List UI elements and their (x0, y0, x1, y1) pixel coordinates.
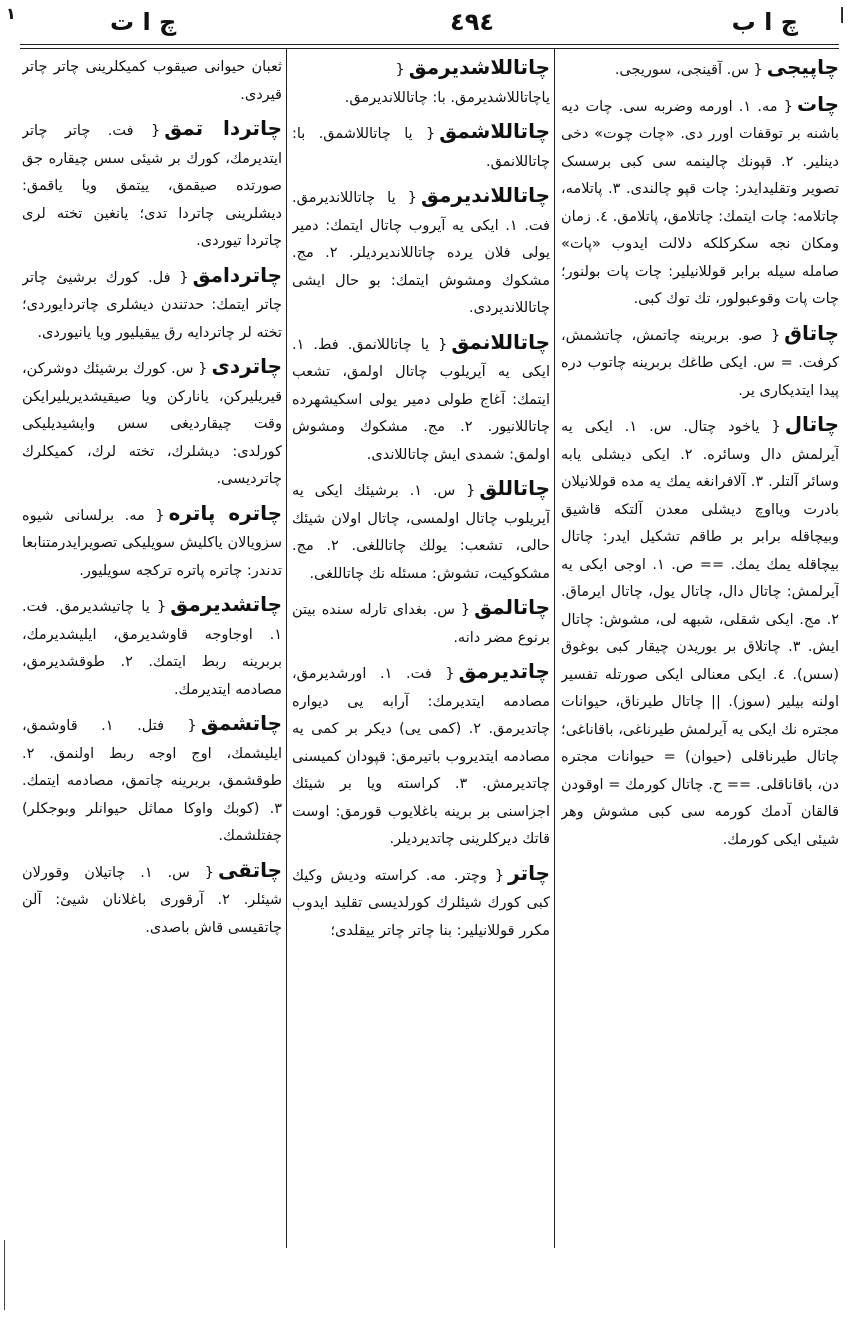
dictionary-column-right (561, 54, 839, 1254)
column-divider (554, 48, 555, 1248)
dictionary-entry (292, 658, 550, 854)
dictionary-entry (561, 54, 839, 85)
entry-headword: چاتره پاتره (168, 500, 282, 525)
dictionary-entry (561, 320, 839, 406)
dictionary-column-left (22, 54, 282, 1254)
dictionary-column-middle (292, 54, 550, 1254)
entry-headword: چاتاللاندیرمق (420, 183, 550, 207)
entry-definition: { مه. ۱. اورمه وضربه سی. چات دیه باشنه بر توقفات اورر دی. «چات چوت» دخی دینلیر. ۲. قپونك چالینمه سی کبی برسسک تصویر وتقلیدایدر: چات قپو چالندی. ۳. پاتلامه، چاتلامه: چات ایتمك: چاتلامق، پاتلامق. ٤. زمان ومكان نجه سکرکلکه دلالت ایدوب «پات» صامله سیله برابر قوللانیلیر: چات پات بولنور؛ چات پات وقوعبولور، تك توك کبی. (561, 98, 839, 307)
entry-definition: { س. بغدای تارله سنده بیتن برنوع مضر دانه. (292, 602, 550, 646)
entry-definition: { یا چاتاللاشمق. با: چاتاللانمق. (292, 126, 550, 170)
header-guide-word-left: چ ا ت (110, 8, 177, 36)
dictionary-entry (292, 118, 550, 176)
entry-headword: چاتشدیرمق (170, 592, 282, 616)
entry-definition: { مه. برلسانی شیوه سزویالان یاکلیش سویلیکی تصویرایدرمتنابعا تدندر: چاتره پاتره ترکجه سویلیور. (22, 507, 282, 579)
entry-definition: { س. کورك برشیئك دوشرکن، قیریلیرکن، یانارکن ویا صیقیشدیریلیرایکن وقت چیقاردیغی سس وایشیدیلیکی کورلدی: دیشلرك، تخته لرك، کمیکلرك چاتردیسی. (22, 361, 282, 487)
entry-definition: { وچتر. مه. کراسته ودیش وکیك کبی کورك شیئلرك کورلدیسی تقلید ایدوب مکرر قوللانیلیر: بنا چاتر چاتر ییقلدی؛ (292, 867, 550, 939)
entry-headword: چاتالمق (474, 595, 550, 619)
entry-definition: { فل. کورك برشیئ چاتر چاتر ایتمك: حدتندن دیشلری چاتردایوردی؛ تخته لر چاتردایه رق ییقیلیور ویا یانیوردی. (22, 269, 282, 341)
entry-definition: { فتل. ۱. قاوشمق، ایلیشمك، اوج اوجه ربط اولنمق. ۲. طوقشمق، بربرینه چاتمق، مصادمه ایتمك. ۳. (کوبك واوکا مماثل حیوانلر وبوجکلر) چفتلشمك. (22, 718, 282, 844)
dictionary-entry (292, 860, 550, 946)
margin-mark (4, 1240, 5, 1310)
column-divider (286, 48, 287, 1248)
dictionary-entry (22, 54, 282, 109)
entry-definition: { یا چاتیشدیرمق. فت. ۱. اوجاوجه قاوشدیرمق، ایلیشدیرمك، بربرینه ربط ایتمك. ۲. طوقشدیرمق، مصادمه ایتدیرمك. (22, 599, 282, 698)
page-number: ٤٩٤ (450, 8, 494, 36)
entry-definition: { س. آقینجی، سوریجی. (614, 62, 763, 78)
entry-headword: چاتاللانمق (451, 329, 550, 354)
header-guide-word-right: چ ا ب (731, 8, 798, 36)
entry-headword: چات (796, 91, 839, 116)
dictionary-entry (22, 500, 282, 586)
header-rule (20, 44, 839, 45)
dictionary-entry (22, 710, 282, 851)
dictionary-entry (561, 91, 839, 314)
dictionary-entry (561, 411, 839, 854)
entry-headword: چاپیجی (766, 55, 839, 79)
entry-headword: چاتر (508, 860, 550, 885)
entry-definition: { یا چاتاللاندیرمق. فت. ۱. ایکی یه آیروب چاتال ایتمك: دمیر یولی فلان یرده چاتاللاندیردیلر. ۲. مج. مشکوك ومشوش ایتمك: بو حال ایشی چاتاللاندیردی. (292, 190, 550, 316)
entry-definition: ثعبان حیوانی صیقوب کمیکلرینی چاتر چاتر قیردی. (22, 59, 282, 103)
entry-headword: چاتردامق (192, 262, 282, 287)
dictionary-entry (22, 857, 282, 943)
dictionary-entry (22, 262, 282, 348)
entry-definition: { صو. بربرینه چاتمش، چاتشمش، کرفت. = س. ایکی طاغك بربرینه چاتوب دره پیدا ایتدیکاری یر. (561, 327, 839, 399)
entry-headword: چاتدیرمق (458, 659, 550, 683)
dictionary-entry (292, 182, 550, 323)
dictionary-entry (292, 475, 550, 588)
entry-headword: چاتشمق (200, 711, 282, 735)
entry-headword: چاتردا تمق (164, 116, 282, 140)
entry-headword: چاتقی (217, 857, 282, 882)
dictionary-entry (292, 54, 550, 112)
entry-definition: { س. ۱. برشیئك ایکی یه آیریلوب چاتال اولمسی، چاتال اولان شیئك حالی، تشعب: یولك چاتاللغی. ۲. مج. مشکوکیت، تشوش: مسئله نك چاتاللغی. (292, 483, 550, 582)
header-rule-thin (20, 48, 839, 49)
page-corner-mark-right: | (839, 4, 845, 23)
entry-headword: چاتاللق (479, 476, 550, 500)
entry-definition: { یاچاتاللاشدیرمق. با: چاتاللاندیرمق. (344, 62, 550, 106)
entry-definition: { فت. چاتر چاتر ایتدیرمك، کورك بر شیئی سس چیقاره جق صورتده صیقمق، ییتمق ویا یاقمق: دیشلرینی چاتردا تدی؛ یانغین تخته لری چاتردا تیوردی. (22, 123, 282, 249)
entry-definition: { فت. ۱. اورشدیرمق، مصادمه ایتدیرمك: آرابه یی دیواره چاتدیرمق. ۲. (کمی یی) دیکر بر کمی یه مصادمه ایتدیروب باتیرمق: قپودان کمیسنی چاتدیرمش. ۳. کراسته ویا بر شیئك اجزاسنی بر برینه باغلایوب قورمق: اوست قاتك دیرکلرینی چاتدیردیلر. (292, 666, 550, 847)
entry-definition: { س. ۱. چاتیلان وقورلان شیئلر. ۲. آرقوری باغلانان شیئ: آلن چاتقیسی قاش باصدی. (22, 864, 282, 936)
entry-headword: چاتاق (784, 320, 839, 345)
dictionary-entry (22, 591, 282, 704)
entry-headword: چاتاللاشمق (439, 119, 550, 143)
dictionary-entry (22, 115, 282, 256)
entry-definition: { یاخود چتال. س. ۱. ایکی یه آیرلمش دال وسائره. ۲. ایکی دیشلی یابه وسائر آلتلر. ۳. آلافرانغه یمك یه مده قوللانیلان بادرت ویااوچ دیشلی معدن آلتکه قاشیق وبیچاقله برابر بر طاقم تشکیل ایدر: چاتال بیچاقله یمك یمك. == ص. ۱. اوجی ایکی یه آیرلمش: چاتال دال، چاتال یول، چاتال ایرماق. ۲. مج. ایکی شقلی، شبهه لی، مشوش: چاتال ایش. ۳. چاتلاق بر بوریدن چیقار کبی بوغوق (سس). ٤. ایکی معنالی ایکی صورتله تفسیر اولنه بیلیر (سوز). || چاتال طیرناق، حیوانات مجتره نك ایکی یه آیرلمش طیرناغی، باقاناغی؛ چاتال طیرناقلی (حیوان) = حیوانات مجتره دن، باقاناقلی. == ح. چاتال کورمك = اوقودن قالقان آدمك کورمه سی کبی مشوش وهر شیئی ایکی کورمك. (561, 419, 839, 848)
entry-headword: چاتردی (211, 354, 282, 378)
dictionary-entry (292, 594, 550, 652)
entry-headword: چاتاللاشدیرمق (408, 55, 550, 79)
running-header (18, 8, 834, 42)
page-corner-mark-left: ١ (6, 4, 16, 23)
entry-definition: { یا چاتاللانمق. فط. ۱. ایکی یه آیریلوب چاتال اولمق، تشعب ایتمك: آغاج طولی دمیر یولی اسکیشهرده چاتاللانیور. ۲. مج. مشکوك ومشوش اولمق: شمدی ایش چاتاللاندی. (292, 336, 550, 463)
dictionary-entry (22, 353, 282, 494)
dictionary-entry (292, 329, 550, 470)
entry-headword: چاتال (784, 412, 839, 436)
